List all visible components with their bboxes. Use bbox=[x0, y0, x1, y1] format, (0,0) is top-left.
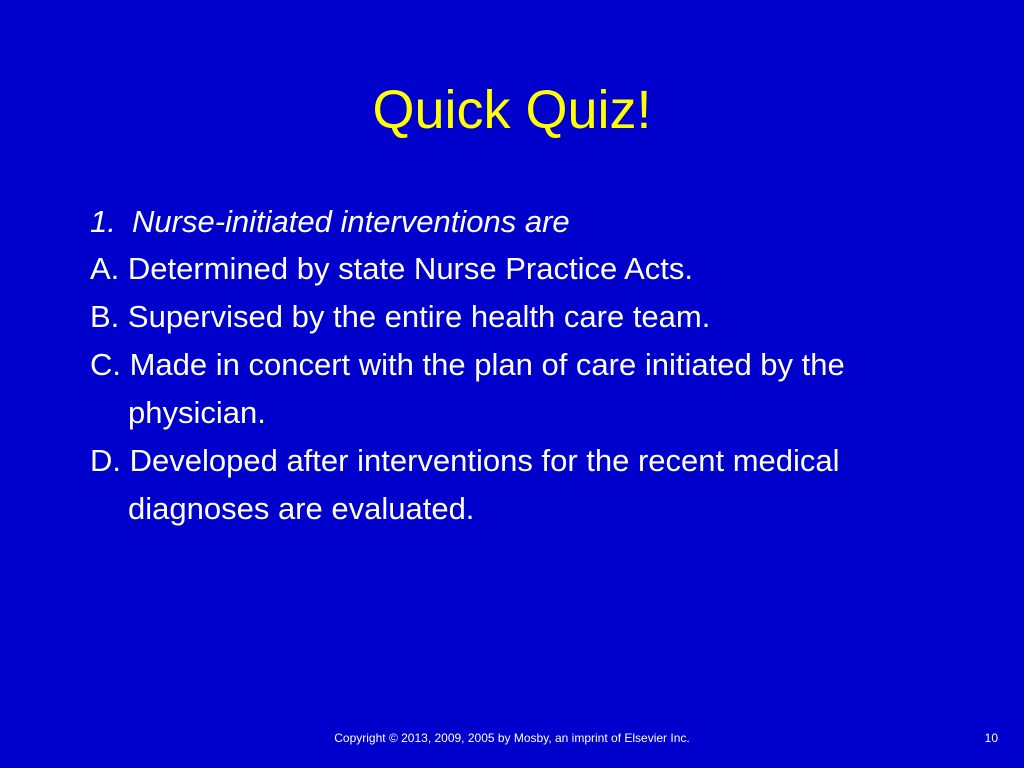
page-number: 10 bbox=[984, 731, 998, 745]
quiz-question bbox=[90, 200, 570, 244]
option-c: C. Made in concert with the plan of care initiated by the physician. bbox=[90, 347, 845, 430]
question-number: 1. bbox=[90, 204, 116, 239]
option-b: B. Supervised by the entire health care team. bbox=[90, 299, 711, 334]
option-a: A. Determined by state Nurse Practice Acts. bbox=[90, 251, 694, 286]
answer-options bbox=[90, 245, 970, 533]
copyright-footer: Copyright © 2013, 2009, 2005 by Mosby, an imprint of Elsevier Inc. bbox=[334, 731, 690, 745]
slide-title: Quick Quiz! bbox=[372, 80, 652, 140]
option-d: D. Developed after interventions for the recent medical diagnoses are evaluated. bbox=[90, 443, 840, 526]
question-text: Nurse-initiated interventions are bbox=[132, 204, 570, 239]
